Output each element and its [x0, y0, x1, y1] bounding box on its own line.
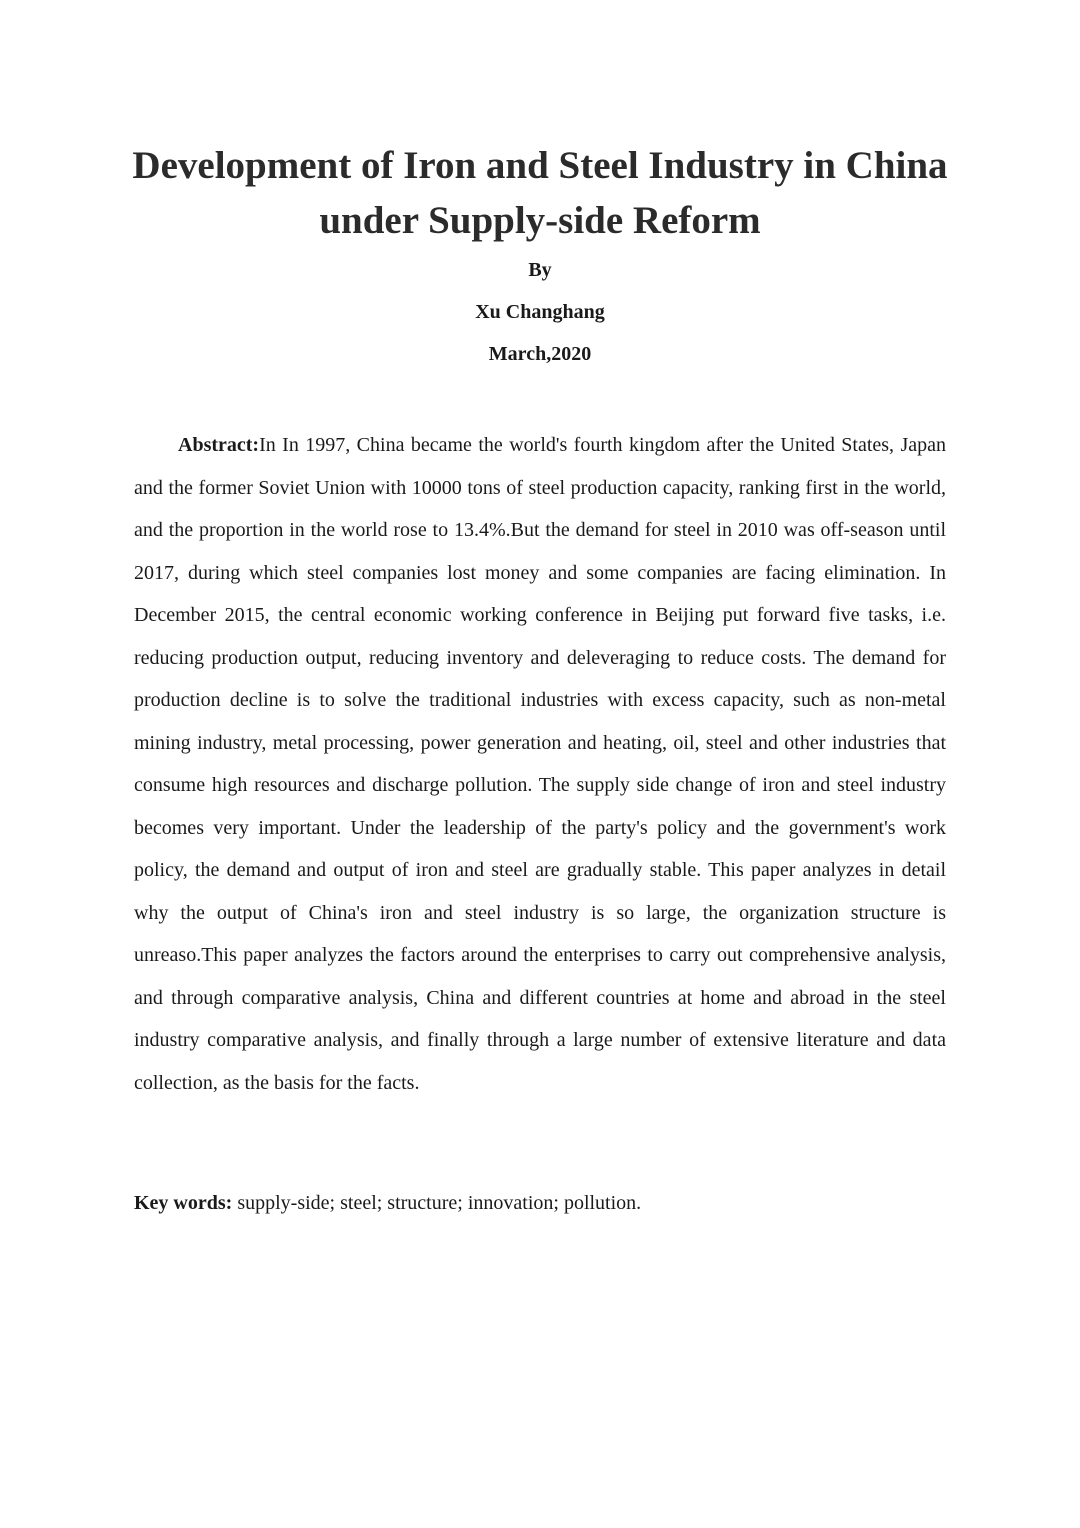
- abstract-paragraph: [134, 424, 946, 1104]
- by-label: By: [528, 259, 552, 281]
- abstract-text: In In 1997, China became the world's fourth kingdom after the United States, Japan and the former Soviet Union with 10000 tons of steel production capacity, ranking first in the world, and the proportion in the world rose to 13.4%.But the demand for steel in 2010 was off-season until 2017, during which steel companies lost money and some companies are facing elimination. In December 2015, the central economic working conference in Beijing put forward five tasks, i.e. reducing production output, reducing inventory and deleveraging to reduce costs. The demand for production decline is to solve the traditional industries with excess capacity, such as non-metal mining industry, metal processing, power generation and heating, oil, steel and other industries that consume high resources and discharge pollution. The supply side change of iron and steel industry becomes very important. Under the leadership of the party's policy and the government's work policy, the demand and output of iron and steel are gradually stable. This paper analyzes in detail why the output of China's iron and steel industry is so large, the organization structure is unreaso.This paper analyzes the factors around the enterprises to carry out comprehensive analysis, and through comparative analysis, China and different countries at home and abroad in the steel industry comparative analysis, and finally through a large number of extensive literature and data collection, as the basis for the facts.: [134, 434, 946, 1094]
- publication-date: March,2020: [488, 343, 592, 365]
- keywords-line: [134, 1188, 946, 1218]
- keywords-text: supply-side; steel; structure; innovation; pollution.: [232, 1192, 642, 1214]
- keywords-label: Key words:: [134, 1192, 233, 1214]
- author-name: Xu Changhang: [475, 301, 605, 323]
- abstract-label: Abstract:: [178, 434, 260, 456]
- paper-title: Development of Iron and Steel Industry in China under Supply-side Reform: [132, 144, 948, 242]
